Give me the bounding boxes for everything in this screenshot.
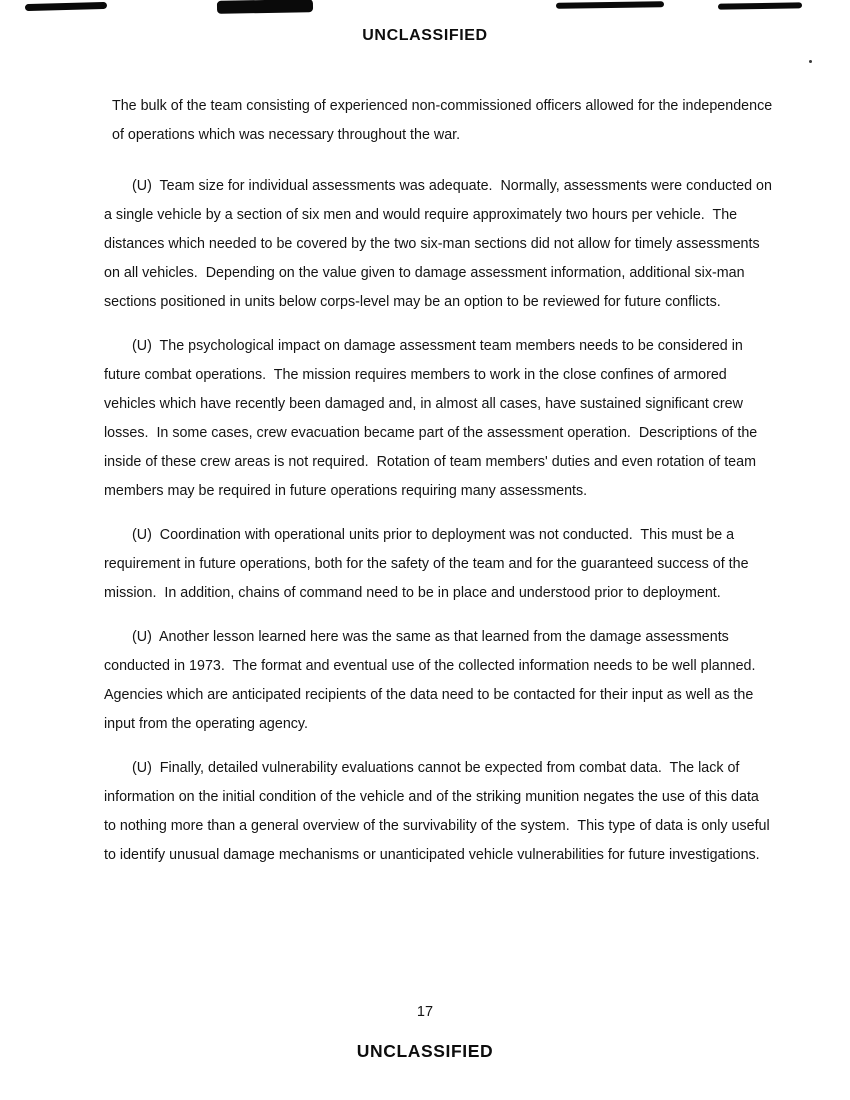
scan-speck	[809, 60, 812, 63]
page-number: 17	[416, 1004, 434, 1020]
scan-artifact	[718, 2, 802, 9]
classification-footer: UNCLASSIFIED	[356, 1041, 494, 1061]
paragraph: (U) Team size for individual assessments was adequate. Normally, assessments were conducted on a single vehicle by a section of six men and would require approximately two hours per vehicle. The distances which needed to be covered by the two six-man sections did not allow for timely assessments on all vehicles. Depending on the value given to damage assessment information, additional six-man sections positioned in units below corps-level may be an option to be reviewed for future conflicts.	[104, 178, 776, 310]
classification-header: UNCLASSIFIED	[362, 27, 488, 44]
paragraph: (U) Finally, detailed vulnerability evaluations cannot be expected from combat data. The lack of information on the initial condition of the vehicle and of the striking munition negates the use of this data to nothing more than a general overview of the survivability of the system. This type of data is only useful to identify unusual damage mechanisms or unanticipated vehicle vulnerabilities for future investigations.	[104, 760, 774, 863]
scan-artifact	[217, 0, 313, 14]
paragraph: (U) Another lesson learned here was the same as that learned from the damage assessments conducted in 1973. The format and eventual use of the collected information needs to be well planned. Agencies which are anticipated recipients of the data need to be contacted for their input as well as the input from the operating agency.	[104, 629, 763, 732]
paragraph: (U) The psychological impact on damage assessment team members needs to be considered in future combat operations. The mission requires members to work in the close confines of armored vehicles which have recently been damaged and, in almost all cases, have sustained significant crew losses. In some cases, crew evacuation became part of the assessment operation. Descriptions of the inside of these crew areas is not required. Rotation of team members' duties and even rotation of team members may be required in future operations requiring many assessments.	[104, 338, 762, 499]
paragraph: (U) Coordination with operational units prior to deployment was not conducted. This must be a requirement in future operations, both for the safety of the team and for the guaranteed success of the mission. In addition, chains of command need to be in place and understood prior to deployment.	[104, 527, 753, 601]
scan-artifact	[556, 1, 664, 9]
scan-artifact	[25, 2, 107, 11]
page-body	[104, 92, 777, 885]
paragraph: The bulk of the team consisting of experienced non-commissioned officers allowed for the independence of operations which was necessary throughout the war.	[112, 98, 777, 143]
